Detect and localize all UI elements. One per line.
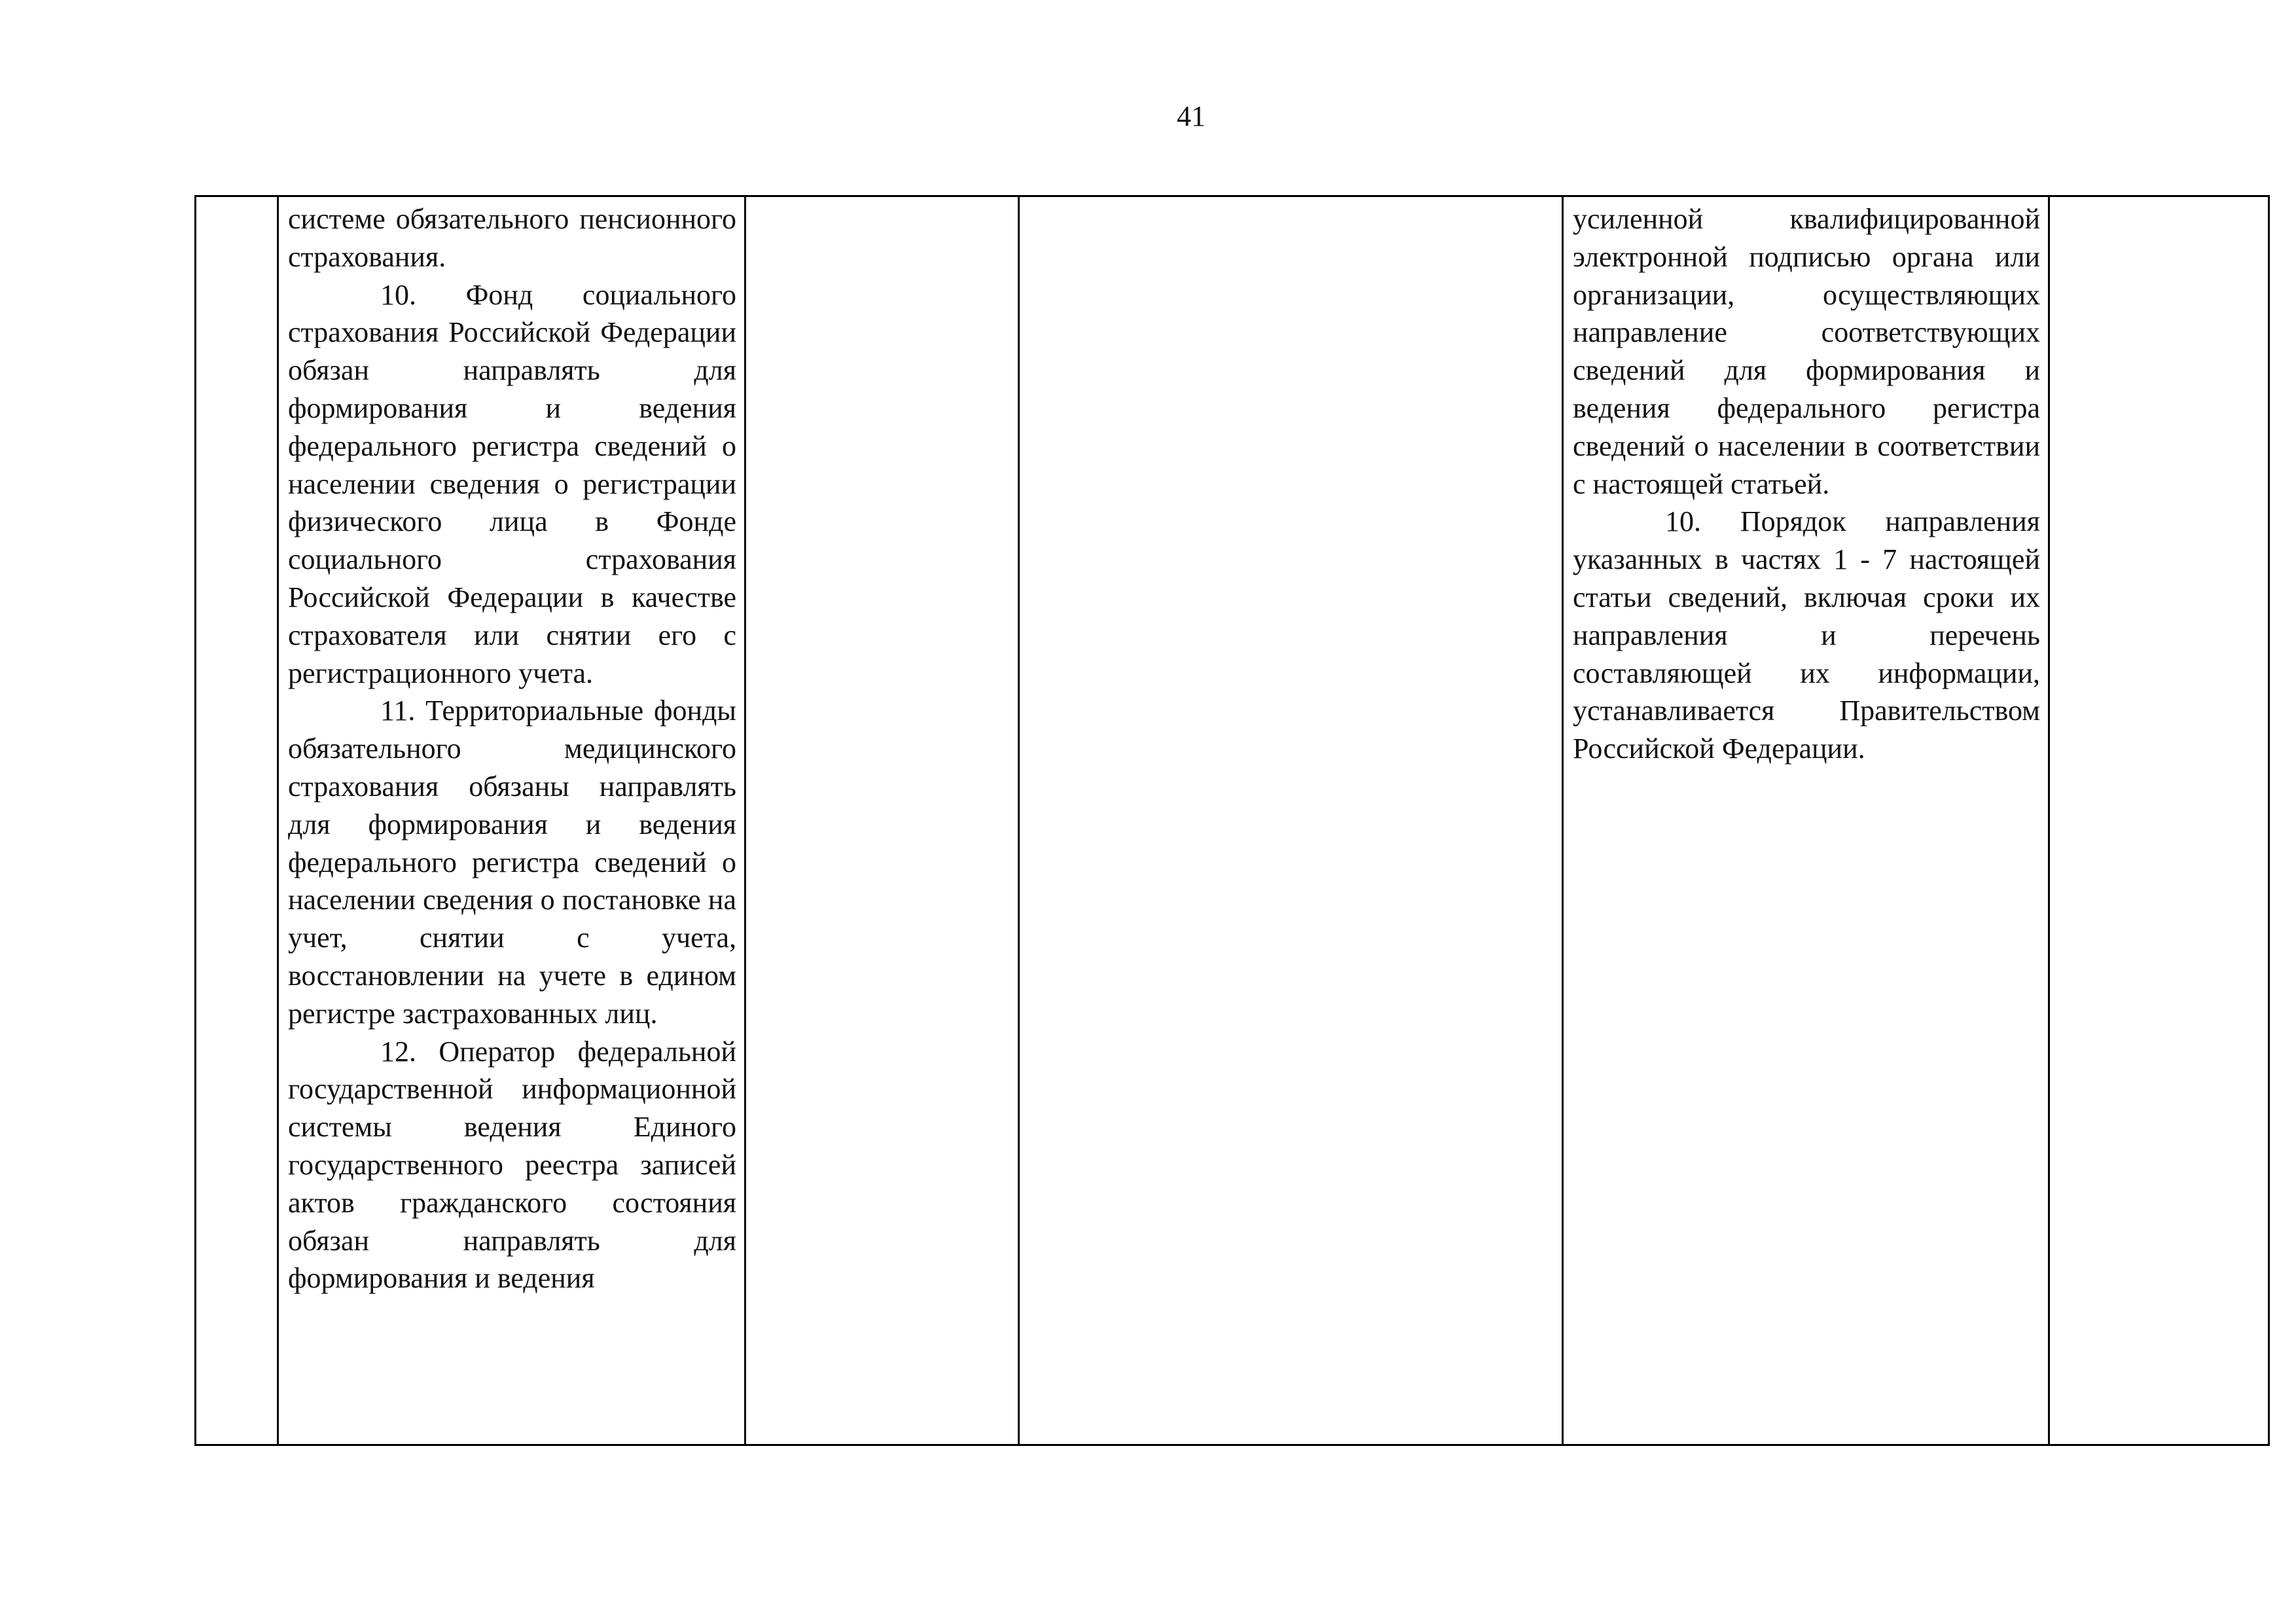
paragraph: 12. Оператор федеральной государственной информационной системы ведения Единого государственного реестра записей актов гражданского состояния обязан направлять для формирования и ведения — [288, 1035, 736, 1295]
cell-empty — [2049, 196, 2269, 1445]
paragraph: усиленной квалифицированной электронной подписью органа или организации, осуществляющих направление соответствующих сведений для формирования и ведения федерального регистра сведений о населении в соответствии с настоящей статьей. — [1573, 203, 2040, 500]
paragraph: 10. Фонд социального страхования Российской Федерации обязан направлять для формирования и ведения федерального регистра сведений о населении сведения о регистрации физического лица в Фонде социального страхования Российской Федерации в качестве страхователя или снятии его с регистрационного учета. — [288, 278, 736, 689]
cell-empty — [745, 196, 1019, 1445]
table-row — [196, 196, 2269, 1445]
cell-number — [196, 196, 278, 1445]
cell-empty — [1019, 196, 1563, 1445]
cell-current-text — [278, 196, 745, 1445]
paragraph: системе обязательного пенсионного страхования. — [288, 203, 736, 273]
page-number: 41 — [1177, 100, 1206, 132]
paragraph: 11. Территориальные фонды обязательного медицинского страхования обязаны направлять для формирования и ведения федерального регистра сведений о населении сведения о постановке на учет, снятии с учета, восстановлении на учете в едином регистре застрахованных лиц. — [288, 695, 736, 1030]
cell-proposed-text — [1563, 196, 2049, 1445]
paragraph: 10. Порядок направления указанных в частях 1 - 7 настоящей статьи сведений, включая сроки их направления и перечень составляющей их информации, устанавливается Правительством Российской Федерации. — [1573, 505, 2040, 765]
comparison-table — [194, 195, 2270, 1446]
